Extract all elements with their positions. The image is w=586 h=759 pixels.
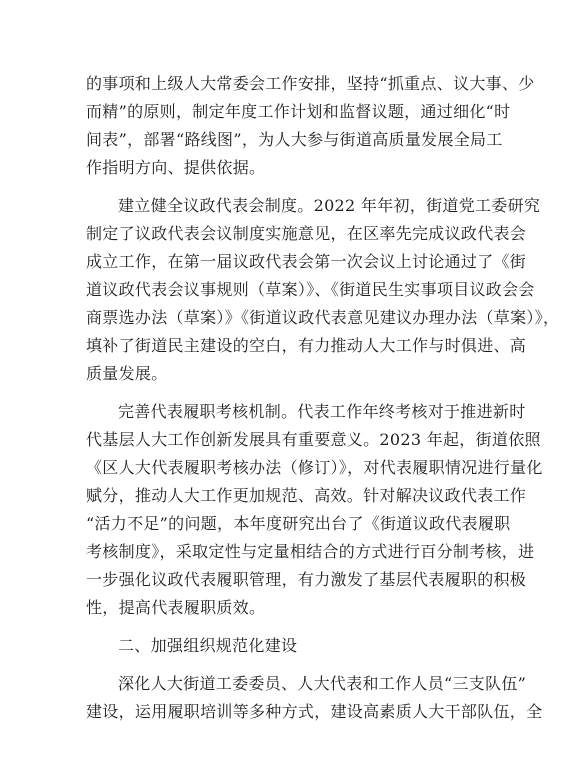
paragraph-council-system: [86, 192, 560, 388]
paragraph-intro-continuation: [86, 70, 535, 182]
text-line: 而精”的原则，制定年度工作计划和监督议题，通过细化“时: [86, 102, 511, 121]
paragraph-assessment: [86, 398, 543, 622]
text-line: 赋分，推动人大工作更加规范、高效。针对解决议政代表工作: [86, 486, 527, 505]
text-line: 完善代表履职考核机制。代表工作年终考核对于推进新时: [118, 402, 526, 421]
text-line: 《区人大代表履职考核办法（修订）》，对代表履职情况进行量化: [86, 458, 543, 477]
document-body: [86, 70, 560, 726]
text-line: 作指明方向、提供依据。: [86, 158, 266, 177]
text-line: 成立工作，在第一届议政代表会第一次会议上讨论通过了《街: [86, 252, 527, 271]
text-line: 填补了街道民主建设的空白，有力推动人大工作与时俱进、高: [86, 336, 527, 355]
text-line: 制定了议政代表会议制度实施意见，在区率先完成议政代表会: [86, 224, 527, 243]
text-line: 性，提高代表履职质效。: [86, 598, 266, 617]
text-line: 代基层人大工作创新发展具有重要意义。2023 年起，街道依照: [86, 430, 541, 449]
text-line: “活力不足”的问题，本年度研究出台了《街道议政代表履职: [86, 514, 511, 533]
text-line: 建立健全议政代表会制度。2022 年年初，街道党工委研究: [118, 196, 541, 215]
text-line: 间表”，部署“路线图”，为人大参与街道高质量发展全局工: [86, 130, 503, 149]
text-line: 建设，运用履职培训等多种方式，建设高素质人大干部队伍，全: [86, 702, 543, 721]
text-line: 道议政代表会议事规则（草案）》、《街道民生实事项目议政会会: [86, 280, 535, 299]
text-line: 考核制度》，采取定性与定量相结合的方式进行百分制考核，进: [86, 542, 535, 561]
text-line: 深化人大街道工委委员、人大代表和工作人员“三支队伍”: [118, 674, 527, 693]
text-line: 质量发展。: [86, 364, 168, 383]
section-heading-text: 二、加强组织规范化建设: [118, 636, 298, 655]
text-line: 商票选办法（草案）》《街道议政代表意见建议办理办法（草案）》，: [86, 308, 560, 327]
text-line: 的事项和上级人大常委会工作安排，坚持“抓重点、议大事、少: [86, 74, 535, 93]
text-line: 一步强化议政代表履职管理，有力激发了基层代表履职的积极: [86, 570, 527, 589]
paragraph-three-teams: [86, 670, 543, 726]
section-heading: [86, 632, 506, 660]
